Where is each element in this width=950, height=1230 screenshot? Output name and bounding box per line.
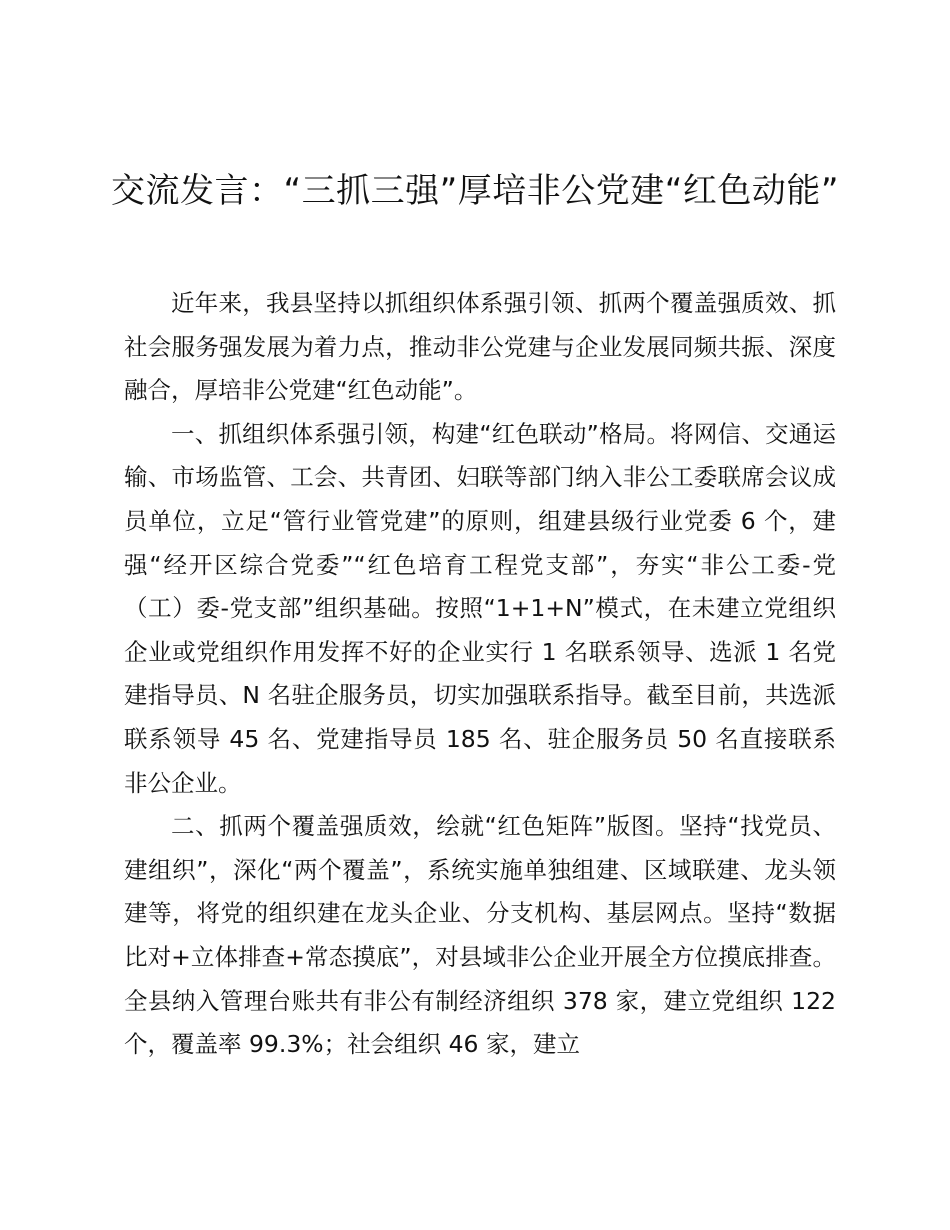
paragraph-section-two: 二、抓两个覆盖强质效，绘就“红色矩阵”版图。坚持“找党员、建组织”，深化“两个覆盖”，系统实施单独组建、区域联建、龙头领建等，将党的组织建在龙头企业、分支机构、基层网点。坚持“数据比对+立体排查+常态摸底”，对县域非公企业开展全方位摸底排查。全县纳入管理台账共有非公有制经济组织 378 家，建立党组织 122 个，覆盖率 99.3%；社会组织 46 家，建立 — [124, 812, 836, 1059]
document-body — [124, 282, 836, 1067]
paragraph-intro: 近年来，我县坚持以抓组织体系强引领、抓两个覆盖强质效、抓社会服务强发展为着力点，推动非公党建与企业发展同频共振、深度融合，厚培非公党建“红色动能”。 — [124, 289, 836, 405]
document-title: 交流发言：“三抓三强”厚培非公党建“红色动能” — [111, 171, 839, 211]
paragraph-section-one: 一、抓组织体系强引领，构建“红色联动”格局。将网信、交通运输、市场监管、工会、共青团、妇联等部门纳入非公工委联席会议成员单位，立足“管行业管党建”的原则，组建县级行业党委 6 个，建强“经开区综合党委”“红色培育工程党支部”，夯实“非公工委-党（工）委-党支部”组织基础。按照“1+1+N”模式，在未建立党组织企业或党组织作用发挥不好的企业实行 1 名联系领导、选派 1 名党建指导员、N 名驻企服务员，切实加强联系指导。截至目前，共选派联系领导 45 名、党建指导员 185 名、驻企服务员 50 名直接联系非公企业。 — [124, 419, 836, 797]
